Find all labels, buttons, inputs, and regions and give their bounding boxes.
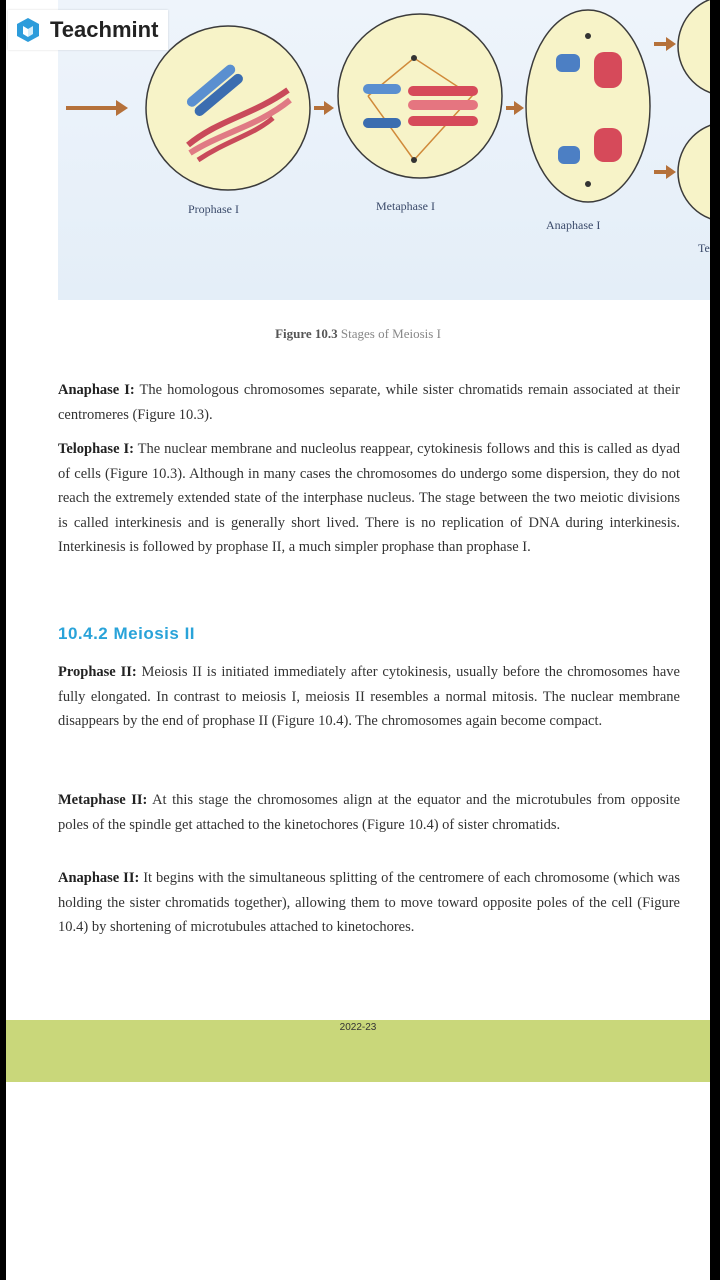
stage-label-prophase1: Prophase I: [188, 202, 239, 216]
text-telophase1: The nuclear membrane and nucleolus reappear, cytokinesis follows and this is called as dyad of cells (Figure 10.3). Although in many cases the chromosomes do undergo some dispersion, they do not reach the extremely extended state of the interphase nucleus. The stage between the two meiotic divisions is called interkinesis and is generally short lived. There is no replication of DNA during interkinesis. Interkinesis is followed by prophase II, a much simpler prophase than prophase I.: [58, 441, 680, 555]
term-prophase2: Prophase II:: [58, 664, 137, 680]
stage-label-anaphase1: Anaphase I: [546, 218, 601, 232]
arrow-icon: [66, 100, 128, 116]
stage-label-telophase1: Te: [698, 241, 710, 255]
text-prophase2: Meiosis II is initiated immediately after cytokinesis, usually before the chromosomes have fully elongated. In contrast to meiosis I, meiosis II resembles a normal mitosis. The nuclear membrane disappears by the end of prophase II (Figure 10.4). The chromosomes again become compact.: [58, 664, 680, 729]
paragraph-prophase2: [58, 660, 680, 734]
prophase1-cell: [146, 26, 310, 190]
anaphase1-cell: [526, 10, 650, 202]
figure-caption: [6, 326, 710, 342]
arrow-icon: [506, 101, 524, 115]
textbook-page: [6, 0, 710, 1280]
footer-year: 2022-23: [339, 1022, 377, 1033]
text-metaphase2: At this stage the chromosomes align at the equator and the microtubules from opposite poles of the spindle get attached to the kinetochores (Figure 10.4) of sister chromatids.: [58, 792, 680, 833]
arrow-icon: [314, 101, 334, 115]
paragraph-anaphase1: [58, 378, 680, 427]
brand-name: Teachmint: [50, 17, 159, 42]
teachmint-logo-icon: [14, 16, 42, 44]
term-metaphase2: Metaphase II:: [58, 792, 148, 808]
text-anaphase1: The homologous chromosomes separate, while sister chromatids remain associated at their centromeres (Figure 10.3).: [58, 382, 680, 423]
telophase1-cells: [678, 0, 710, 222]
figure-title: Stages of Meiosis I: [340, 326, 441, 341]
metaphase1-cell: [338, 14, 502, 178]
figure-number: Figure 10.3: [275, 326, 338, 341]
term-telophase1: Telophase I:: [58, 441, 134, 457]
brand-watermark: [8, 10, 168, 50]
stage-label-metaphase1: Metaphase I: [376, 199, 435, 213]
arrow-icon: [654, 37, 676, 179]
term-anaphase2: Anaphase II:: [58, 870, 140, 886]
paragraph-anaphase2: [58, 866, 680, 940]
section-heading: 10.4.2 Meiosis II: [58, 624, 196, 643]
text-anaphase2: It begins with the simultaneous splitting of the centromere of each chromosome (which was holding the sister chromatids together), allowing them to move toward opposite poles of the cell (Figure 10.4) by shortening of microtubules attached to kinetochores.: [58, 870, 680, 935]
paragraph-metaphase2: [58, 788, 680, 837]
paragraph-telophase1: [58, 437, 680, 560]
term-anaphase1: Anaphase I:: [58, 382, 135, 398]
